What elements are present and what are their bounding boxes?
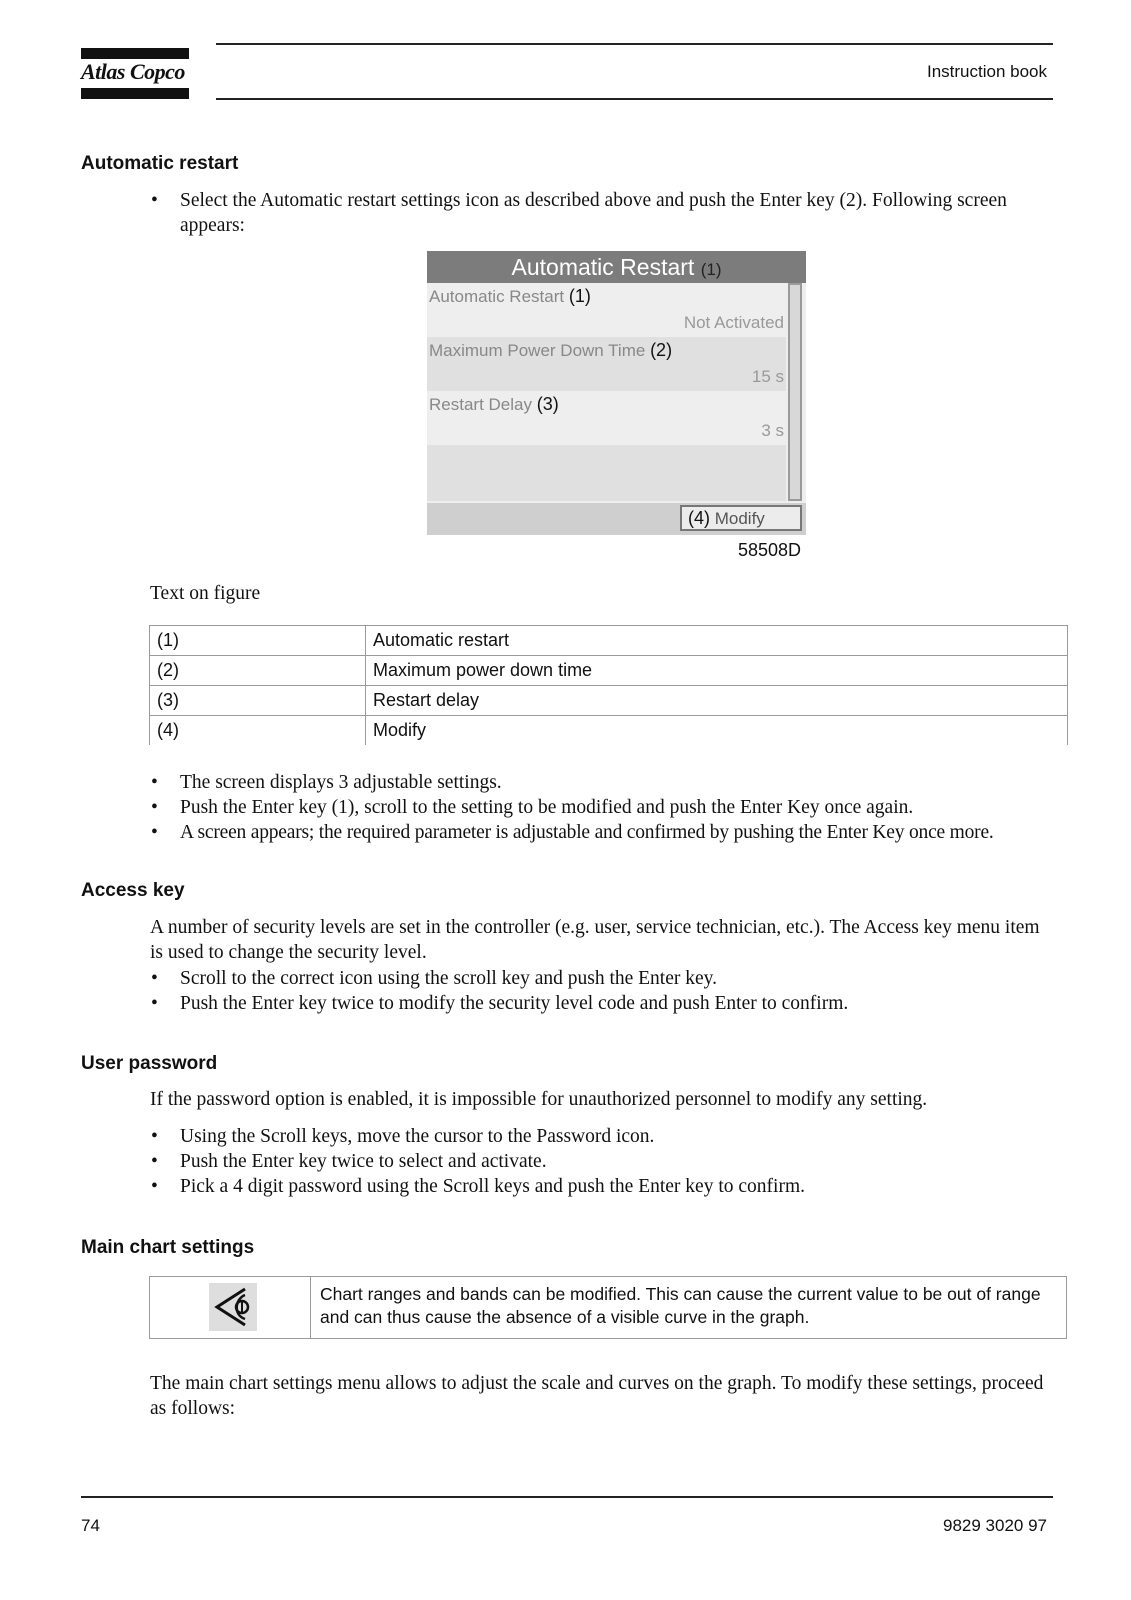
figure-caption: Text on figure: [150, 583, 261, 604]
screen-title: Automatic Restart: [511, 254, 695, 280]
section-heading-user-password: User password: [81, 1053, 218, 1074]
header-rule-top: [216, 43, 1053, 45]
note-text: Chart ranges and bands can be modified. This can cause the current value to be out of range and can thus cause the absence of a visible curve in the graph.: [320, 1284, 1041, 1327]
list-item: • Select the Automatic restart settings icon as described above and push the Enter key (2). Following screen appears:: [150, 188, 1055, 238]
callout-number: (3): [536, 394, 559, 414]
access-key-steps-list: [150, 966, 1055, 1016]
screen-scrollbar[interactable]: [788, 283, 802, 501]
automatic-restart-screen: [427, 251, 806, 535]
section-heading-main-chart-settings: Main chart settings: [81, 1237, 255, 1258]
screen-row-empty: [427, 445, 786, 501]
callout-number: (4): [688, 508, 710, 528]
screen-row-automatic-restart[interactable]: [427, 283, 786, 337]
section-heading-access-key: Access key: [81, 880, 185, 901]
list-item: • Push the Enter key (1), scroll to the setting to be modified and push the Enter Key once again.: [150, 795, 1055, 820]
list-item: • Push the Enter key twice to select and activate.: [150, 1149, 1055, 1174]
table-row: (1) Automatic restart: [150, 626, 1068, 656]
screen-row-label: Automatic Restart (1): [429, 286, 591, 306]
main-chart-text: The main chart settings menu allows to adjust the scale and curves on the graph. To modify these settings, proceed as follows:: [150, 1373, 1044, 1419]
footer-rule: [81, 1496, 1053, 1498]
figure-legend-table: [149, 625, 1068, 745]
list-item: • Push the Enter key twice to modify the security level code and push Enter to confirm.: [150, 991, 1055, 1016]
list-item: • Pick a 4 digit password using the Scroll keys and push the Enter key to confirm.: [150, 1174, 1055, 1199]
screen-row-value: 3 s: [761, 421, 784, 440]
header-title: Instruction book: [926, 62, 1047, 81]
logo-bar-bottom: [81, 88, 189, 99]
list-item: • Using the Scroll keys, move the cursor to the Password icon.: [150, 1124, 1055, 1149]
table-row: (4) Modify: [150, 716, 1068, 746]
user-password-steps-list: [150, 1124, 1055, 1199]
access-key-intro: A number of security levels are set in the controller (e.g. user, service technician, etc.). The Access key menu item is used to change the security level.: [150, 917, 1040, 963]
document-number: 9829 3020 97: [943, 1516, 1047, 1535]
screen-title-callout: (1): [700, 260, 722, 279]
modify-button[interactable]: (4) Modify: [680, 505, 802, 531]
screen-row-label: Restart Delay (3): [429, 394, 559, 414]
eye-attention-icon: [209, 1283, 257, 1331]
table-row: (2) Maximum power down time: [150, 656, 1068, 686]
automatic-restart-steps-list: [150, 770, 1055, 845]
automatic-restart-intro-list: [150, 188, 1055, 238]
attention-note: [149, 1276, 1067, 1339]
callout-number: (2): [650, 340, 673, 360]
list-item: • Scroll to the correct icon using the scroll key and push the Enter key.: [150, 966, 1055, 991]
screen-title-bar: [427, 251, 806, 283]
section-heading-automatic-restart: Automatic restart: [81, 153, 239, 174]
user-password-intro: If the password option is enabled, it is impossible for unauthorized personnel to modify any setting.: [150, 1089, 928, 1110]
list-item: • The screen displays 3 adjustable settings.: [150, 770, 1055, 795]
figure-id: 58508D: [738, 540, 802, 560]
company-logo: Atlas Copco: [81, 59, 185, 84]
screen-footer: [427, 503, 806, 535]
page-number: 74: [81, 1516, 100, 1535]
table-row: (3) Restart delay: [150, 686, 1068, 716]
screen-row-value: 15 s: [751, 367, 784, 386]
screen-row-restart-delay[interactable]: [427, 391, 786, 445]
screen-row-value: Not Activated: [683, 313, 784, 332]
header-rule-bottom: [216, 98, 1053, 100]
screen-row-max-power-down-time[interactable]: [427, 337, 786, 391]
screen-row-label: Maximum Power Down Time (2): [429, 340, 673, 360]
list-item: • A screen appears; the required parameter is adjustable and confirmed by pushing the Enter Key once more.: [150, 820, 1055, 845]
note-icon-cell: [150, 1277, 311, 1338]
callout-number: (1): [568, 286, 591, 306]
